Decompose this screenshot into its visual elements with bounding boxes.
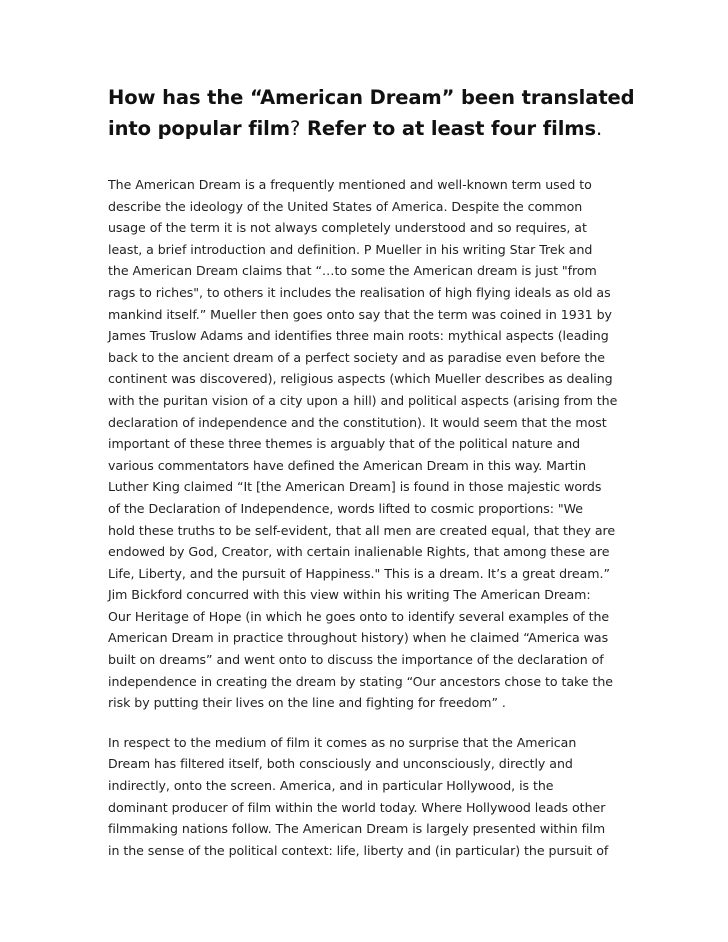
paragraph-line: with the puritan vision of a city upon a hill) and political aspects (arising from the bbox=[108, 392, 618, 408]
essay-title bbox=[108, 82, 635, 144]
paragraph-line: James Truslow Adams and identifies three main roots: mythical aspects (leading bbox=[108, 328, 609, 344]
paragraph-line: Life, Liberty, and the pursuit of Happiness." This is a dream. It’s a great dream.” bbox=[108, 565, 610, 581]
paragraph-line: built on dreams” and went onto to discuss the importance of the declaration of bbox=[108, 652, 604, 668]
body-paragraph-1 bbox=[108, 174, 628, 714]
paragraph-line: dominant producer of film within the world today. Where Hollywood leads other bbox=[108, 799, 606, 815]
paragraph-line: declaration of independence and the constitution). It would seem that the most bbox=[108, 414, 607, 430]
paragraph-line: The American Dream is a frequently mentioned and well-known term used to bbox=[108, 177, 592, 192]
paragraph-line: least, a brief introduction and definition. P Mueller in his writing Star Trek and bbox=[108, 241, 593, 257]
paragraph-line: of the Declaration of Independence, words lifted to cosmic proportions: "We bbox=[108, 500, 583, 516]
paragraph-line: Our Heritage of Hope (in which he goes onto to identify several examples of the bbox=[108, 608, 610, 624]
paragraph-line: endowed by God, Creator, with certain inalienable Rights, that among these are bbox=[108, 544, 610, 560]
document-page bbox=[108, 82, 635, 861]
paragraph-line: risk by putting their lives on the line and fighting for freedom” . bbox=[108, 695, 506, 711]
paragraph-line: continent was discovered), religious aspects (which Mueller describes as dealing bbox=[108, 371, 613, 387]
paragraph-line: mankind itself.” Mueller then goes onto say that the term was coined in 1931 by bbox=[108, 306, 612, 322]
paragraph-line: usage of the term it is not always completely understood and so requires, at bbox=[108, 220, 587, 236]
paragraph-line: describe the ideology of the United States of America. Despite the common bbox=[108, 198, 583, 214]
title-line-2 bbox=[108, 113, 628, 144]
paragraph-line: in the sense of the political context: life, liberty and (in particular) the pursuit of bbox=[108, 842, 609, 858]
paragraph-line: important of these three themes is arguably that of the political nature and bbox=[108, 436, 581, 452]
paragraph-line: hold these truths to be self-evident, that all men are created equal, that they are bbox=[108, 522, 616, 538]
paragraph-line: independence in creating the dream by stating “Our ancestors chose to take the bbox=[108, 673, 613, 689]
paragraph-line: Dream has filtered itself, both consciously and unconsciously, directly and bbox=[108, 756, 573, 772]
paragraph-line: indirectly, onto the screen. America, and in particular Hollywood, is the bbox=[108, 778, 554, 794]
paragraph-line: filmmaking nations follow. The American Dream is largely presented within film bbox=[108, 821, 606, 837]
paragraph-line: Jim Bickford concurred with this view within his writing The American Dream: bbox=[108, 587, 591, 603]
paragraph-line: rags to riches", to others it includes the realisation of high flying ideals as old as bbox=[108, 284, 611, 300]
paragraph-line: American Dream in practice throughout history) when he claimed “America was bbox=[108, 630, 609, 646]
paragraph-line: In respect to the medium of film it comes as no surprise that the American bbox=[108, 734, 577, 750]
title-line-2-part-a: into popular film bbox=[108, 117, 290, 140]
paragraph-line: the American Dream claims that “…to some the American dream is just "from bbox=[108, 263, 597, 279]
title-question-mark: ? bbox=[290, 117, 301, 140]
paragraph-line: Luther King claimed “It [the American Dream] is found in those majestic words bbox=[108, 479, 602, 495]
paragraph-line: various commentators have defined the American Dream in this way. Martin bbox=[108, 457, 587, 473]
body-paragraph-2 bbox=[108, 732, 628, 862]
title-line-2-part-b: Refer to at least four films bbox=[300, 117, 597, 140]
title-line-1: How has the “American Dream” been translated bbox=[108, 86, 635, 109]
paragraph-line: back to the ancient dream of a perfect society and as paradise even before the bbox=[108, 349, 605, 365]
title-period: . bbox=[596, 117, 603, 140]
